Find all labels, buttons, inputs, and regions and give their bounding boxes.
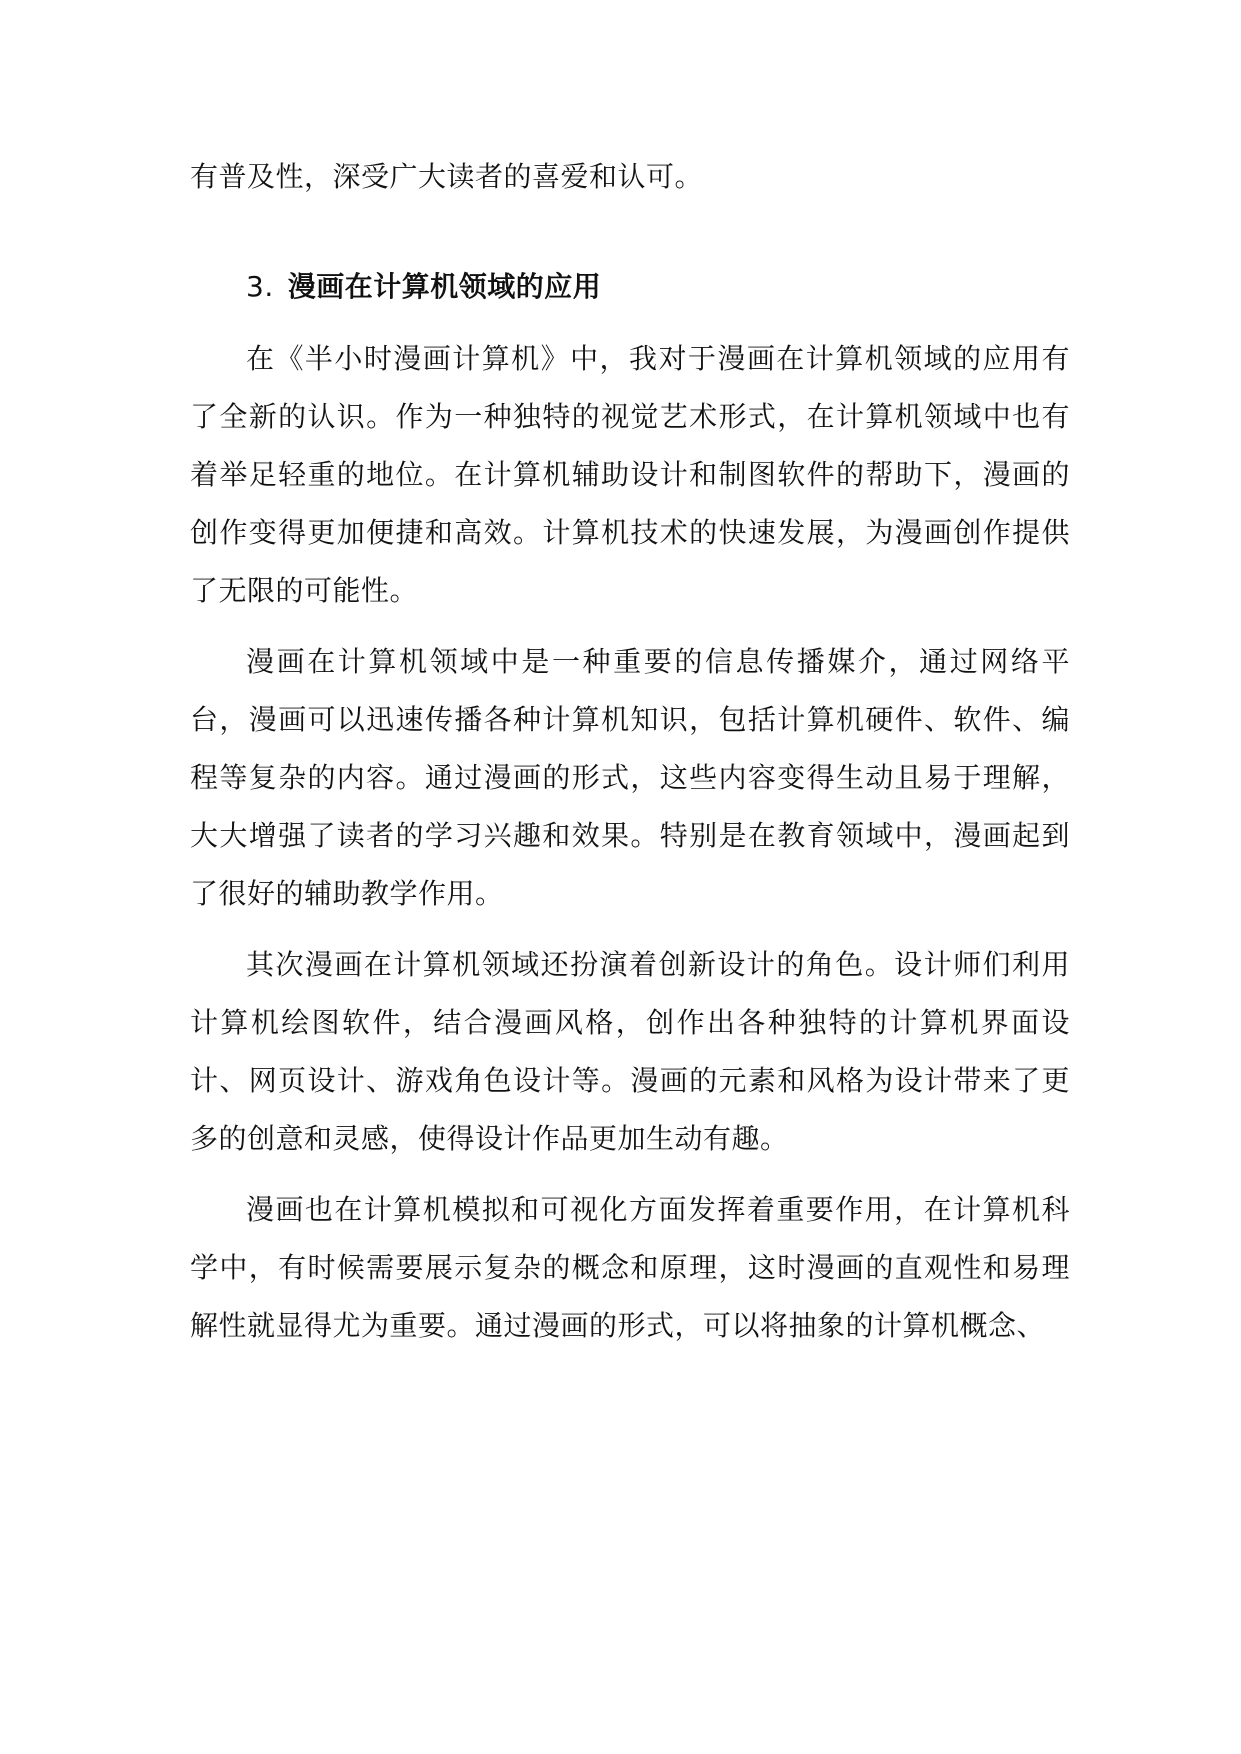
document-body	[190, 148, 1070, 1368]
section-number: 3.	[246, 270, 274, 303]
continuation-text: 有普及性，深受广大读者的喜爱和认可。	[190, 160, 704, 193]
section-heading	[190, 258, 1070, 316]
paragraph-4: 漫画也在计算机模拟和可视化方面发挥着重要作用，在计算机科学中，有时候需要展示复杂的概念和原理，这时漫画的直观性和易理解性就显得尤为重要。通过漫画的形式，可以将抽象的计算机概念、	[190, 1193, 1070, 1342]
section-title: 漫画在计算机领域的应用	[287, 270, 602, 303]
paragraph-2: 漫画在计算机领域中是一种重要的信息传播媒介，通过网络平台，漫画可以迅速传播各种计算机知识，包括计算机硬件、软件、编程等复杂的内容。通过漫画的形式，这些内容变得生动且易于理解，大大增强了读者的学习兴趣和效果。特别是在教育领域中，漫画起到了很好的辅助教学作用。	[190, 645, 1070, 910]
paragraph-3: 其次漫画在计算机领域还扮演着创新设计的角色。设计师们利用计算机绘图软件，结合漫画风格，创作出各种独特的计算机界面设计、网页设计、游戏角色设计等。漫画的元素和风格为设计带来了更多的创意和灵感，使得设计作品更加生动有趣。	[190, 948, 1070, 1155]
paragraph-1: 在《半小时漫画计算机》中，我对于漫画在计算机领域的应用有了全新的认识。作为一种独特的视觉艺术形式，在计算机领域中也有着举足轻重的地位。在计算机辅助设计和制图软件的帮助下，漫画的创作变得更加便捷和高效。计算机技术的快速发展，为漫画创作提供了无限的可能性。	[190, 342, 1070, 607]
